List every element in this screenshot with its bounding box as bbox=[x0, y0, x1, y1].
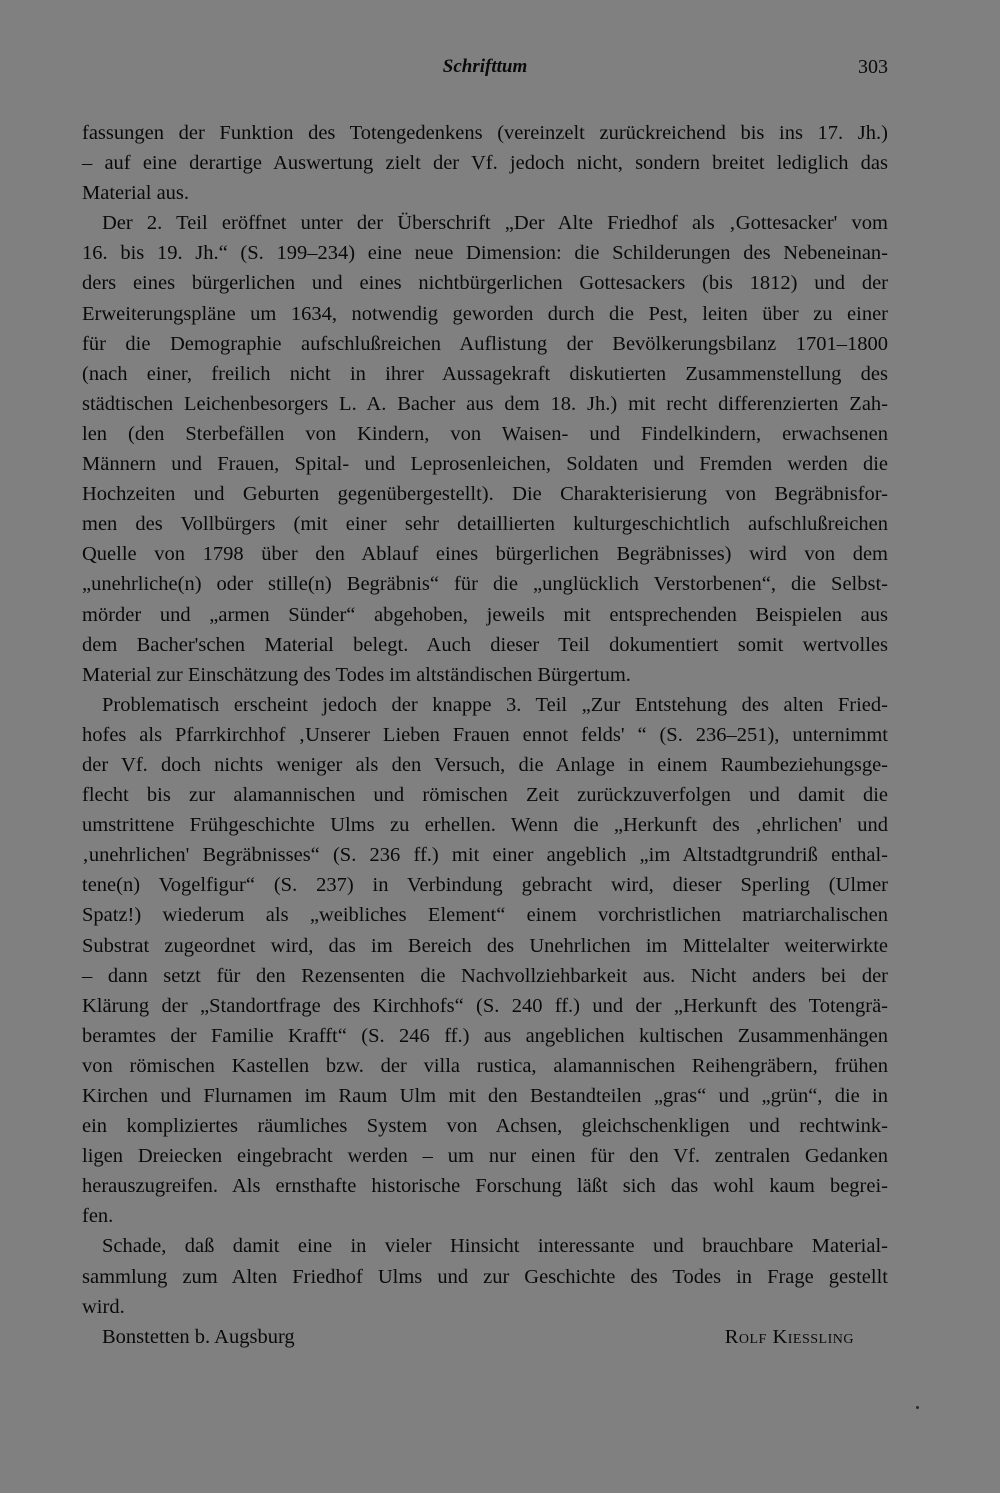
text-line: Hochzeiten und Geburten gegenübergestellt). Die Charakterisierung von Begräbnisfor- bbox=[82, 483, 888, 506]
signature-author: Rolf Kiessling bbox=[724, 1325, 854, 1348]
text-line: für die Demographie aufschlußreichen Auflistung der Bevölkerungsbilanz 1701–1800 bbox=[82, 332, 888, 355]
text-line: Spatz!) wiederum als „weibliches Element“ einem vorchristlichen matriarchalischen bbox=[82, 904, 888, 927]
text-line: umstrittene Frühgeschichte Ulms zu erhellen. Wenn die „Herkunft des ‚ehrlichen' und bbox=[82, 814, 888, 837]
text-line: von römischen Kastellen bzw. der villa rustica, alamannischen Reihengräbern, frühen bbox=[82, 1054, 888, 1077]
text-line: – auf eine derartige Auswertung zielt der Vf. jedoch nicht, sondern breitet lediglich das bbox=[82, 152, 888, 175]
text-line: „unehrliche(n) oder stille(n) Begräbnis“ für die „unglücklich Verstorbenen“, die Selbst- bbox=[82, 573, 888, 596]
text-line: Der 2. Teil eröffnet unter der Überschrift „Der Alte Friedhof als ‚Gottesacker' vom bbox=[102, 212, 888, 235]
text-line: Quelle von 1798 über den Ablauf eines bürgerlichen Begräbnisses) wird von dem bbox=[82, 543, 888, 566]
text-line: herauszugreifen. Als ernsthafte historische Forschung läßt sich das wohl kaum begrei- bbox=[82, 1175, 888, 1198]
text-line: Kirchen und Flurnamen im Raum Ulm mit den Bestandteilen „gras“ und „grün“, die in bbox=[82, 1085, 888, 1107]
page-number: 303 bbox=[858, 56, 888, 78]
text-line: Problematisch erscheint jedoch der knappe 3. Teil „Zur Entstehung des alten Fried- bbox=[102, 693, 888, 716]
text-line: ein kompliziertes räumliches System von Achsen, gleichschenkligen und rechtwink- bbox=[82, 1115, 888, 1138]
running-title: Schrifttum bbox=[442, 56, 528, 77]
text-line: Erweiterungspläne um 1634, notwendig geworden durch die Pest, leiten über zu einer bbox=[82, 302, 888, 325]
text-line: ligen Dreiecken eingebracht werden – um nur einen für den Vf. zentralen Gedanken bbox=[82, 1145, 888, 1168]
text-line: Substrat zugeordnet wird, das im Bereich des Unehrlichen im Mittelalter weiterwirkte bbox=[82, 934, 888, 957]
text-line: fen. bbox=[82, 1205, 114, 1228]
text-line: men des Vollbürgers (mit einer sehr detaillierten kulturgeschichtlich aufschlußreichen bbox=[82, 513, 888, 536]
text-line: 16. bis 19. Jh.“ (S. 199–234) eine neue Dimension: die Schilderungen des Nebeneinan- bbox=[82, 242, 888, 265]
text-line: hofes als Pfarrkirchhof ‚Unserer Lieben Frauen ennot felds' “ (S. 236–251), unternimmt bbox=[82, 723, 888, 746]
text-line: tene(n) Vogelfigur“ (S. 237) in Verbindung gebracht wird, dieser Sperling (Ulmer bbox=[82, 874, 888, 897]
print-speck bbox=[916, 1406, 919, 1409]
text-line: Männern und Frauen, Spital- und Leprosenleichen, Soldaten und Fremden werden die bbox=[82, 453, 888, 476]
text-line: der Vf. doch nichts weniger als den Versuch, die Anlage in einem Raumbeziehungsge- bbox=[82, 753, 888, 776]
text-line: beramtes der Familie Krafft“ (S. 246 ff.) aus angeblichen kultischen Zusammenhängen bbox=[82, 1024, 888, 1047]
text-line: – dann setzt für den Rezensenten die Nachvollziehbarkeit aus. Nicht anders bei der bbox=[82, 964, 888, 987]
review-text bbox=[82, 118, 888, 1352]
text-line: mörder und „armen Sünder“ abgehoben, jeweils mit entsprechenden Beispielen aus bbox=[82, 603, 888, 626]
text-line: ders eines bürgerlichen und eines nichtbürgerlichen Gottesackers (bis 1812) und der bbox=[82, 272, 888, 295]
text-line: Material zur Einschätzung des Todes im altständischen Bürgertum. bbox=[82, 663, 631, 686]
signature-place: Bonstetten b. Augsburg bbox=[102, 1325, 295, 1348]
running-head bbox=[82, 56, 888, 84]
text-line: Material aus. bbox=[82, 182, 190, 205]
text-line: ‚unehrlichen' Begräbnisses“ (S. 236 ff.) mit einer angeblich „im Altstadtgrundriß enthal- bbox=[82, 844, 888, 867]
text-line: (nach einer, freilich nicht in ihrer Aussagekraft diskutierten Zusammenstellung des bbox=[82, 362, 888, 385]
text-line: sammlung zum Alten Friedhof Ulms und zur Geschichte des Todes in Frage gestellt bbox=[82, 1265, 888, 1288]
text-line: dem Bacher'schen Material belegt. Auch dieser Teil dokumentiert somit wertvolles bbox=[82, 633, 888, 656]
text-line: len (den Sterbefällen von Kindern, von Waisen- und Findelkindern, erwachsenen bbox=[82, 422, 888, 445]
text-line: Klärung der „Standortfrage des Kirchhofs“ (S. 240 ff.) und der „Herkunft des Totengrä- bbox=[82, 994, 888, 1017]
text-line: flecht bis zur alamannischen und römischen Zeit zurückzuverfolgen und damit die bbox=[82, 784, 888, 807]
text-line: Schade, daß damit eine in vieler Hinsicht interessante und brauchbare Material- bbox=[102, 1235, 888, 1258]
text-line: städtischen Leichenbesorgers L. A. Bacher aus dem 18. Jh.) mit recht differenzierten Zah- bbox=[82, 392, 888, 415]
text-line: fassungen der Funktion des Totengedenkens (vereinzelt zurückreichend bis ins 17. Jh.) bbox=[82, 122, 888, 144]
signature-line bbox=[82, 1322, 888, 1352]
text-line: wird. bbox=[82, 1295, 125, 1318]
